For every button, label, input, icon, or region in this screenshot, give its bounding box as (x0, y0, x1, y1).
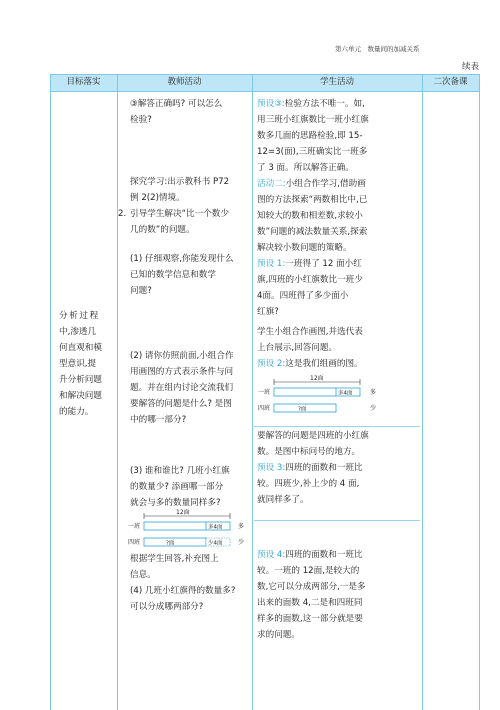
diagram-top-row1: 一班 (258, 389, 271, 396)
diagram-bottom-total: 12面 (176, 509, 190, 516)
column-header-teacher: 教师活动 (167, 77, 202, 87)
diagram-bottom-more-side: 多 (238, 523, 245, 530)
column-header-goal: 目标落实 (66, 77, 101, 87)
preset-3-tag: 预设③: (257, 99, 285, 109)
preset-1-tag: 预设 1: (257, 259, 286, 269)
preset-2-tag: 预设 2: (257, 359, 286, 369)
diagram-top-unknown: ?面 (298, 406, 307, 413)
diagram-top-more-side: 多 (370, 389, 377, 396)
lesson-table: 目标落实 教师活动 学生活动 二次备课 分析过程 中,渗透几 何直观和模 型意识,提 升分析问题 和解决问题 的能力。 ③解答正确吗? 可以怎么 检验? 探究学习:出示教科书 P72 例 2(2)情境。 2. 引导学生解决“比一个数少 几的数”的问题。 (1) 仔细观察,你能发现什么 已知的数学信息和数学 问题? (2) 请你仿照前面,小组合作 用画图的方式表示条件与问 题。并在组内讨论交流我们 要解答的问题是什么? 是图 中的哪一部分? (3) 谁和谁比? 几班小红旗 的数量少? 添画哪一部分 就会与多的数量同样多? 12面 一班 多4面 多 四班 ?面 少4面 少 根据学生回答,补充图上 信息。 (4) 几班小红旗得的数量多? 可以分成哪两部分? 预设③:检验方法不唯一。如, 用三班小红旗数比一班小红旗 数多几面的思路检验,即 15- 12=3(面),三班确实比一班多 了 3 面。所以解答正确。 活动二:小组合作学习,借助画 图的方法探索“两数相比中,已 知较大的数和相差数,求较小 数”问题的减法数量关系,探索 解决较小数问题的策略。 预设 1:一班得了 12 面小红 旗,四班的小红旗数比一班少 4面。四班得了多少面小 红旗? 学生小组合作画图,并选代表 上台展示,回答问题。 预设 2:这是我们组画的图。 12面 一班 多4面 多 四班 ?面 少 要解答的问题是四班的小红旗 数。是图中标问号的地方。 预设 3:四班的面数和一班比 较。四班少,补上少的 4 面, 就同样多了。 预设 4:四班的面数和一班比 较。一班的 12面,是较大的 数,它可以分成两部分,一是多 出来的面数 4,二是和四班同 样多的面数,这一部分就是要 求的问题。 (50, 74, 480, 710)
diagram-top-more: 多4面 (338, 390, 353, 397)
comparison-diagram-top (258, 374, 384, 418)
divider (254, 520, 420, 521)
diagram-bottom-row2: 四班 (128, 539, 141, 546)
diagram-bottom-less: 少4面 (208, 540, 223, 547)
diagram-bottom-less-side: 少 (238, 539, 245, 546)
step-number: 2. (118, 209, 127, 219)
preset-3b-tag: 预设 3: (257, 463, 286, 473)
activity-2-tag: 活动二: (257, 179, 286, 189)
preset-4-tag: 预设 4: (257, 550, 286, 560)
chapter-header: 第六单元 数量间的加减关系 (335, 45, 420, 53)
diagram-top-row2: 四班 (258, 405, 271, 412)
diagram-top-less-side: 少 (370, 405, 377, 412)
column-header-student: 学生活动 (319, 77, 354, 87)
diagram-top-total: 12面 (310, 375, 324, 382)
diagram-bottom-row1: 一班 (128, 523, 141, 530)
comparison-diagram-bottom (128, 508, 250, 554)
divider (254, 426, 420, 427)
diagram-bottom-unknown: ?面 (166, 540, 175, 547)
column-header-revision: 二次备课 (433, 77, 468, 87)
continued-label: 续表 (462, 62, 480, 72)
diagram-bottom-more: 多4面 (208, 524, 223, 531)
